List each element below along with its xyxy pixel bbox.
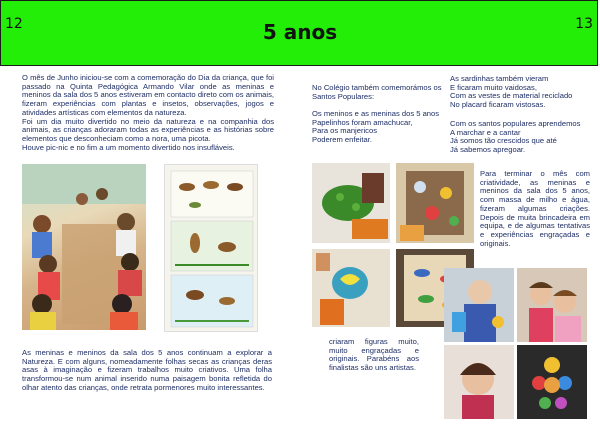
photo-children-picnic xyxy=(22,164,146,330)
poem-stanza-3: Com os santos populares aprendemos A marchar e a cantar Já somos tão crescidos que até Já sabemos apregoar. xyxy=(450,119,581,155)
nature-paragraph: As meninas e meninos da sala dos 5 anos continuam a explorar a Natureza. E com alguns, nomeadamente folhas secas as crianças deras asas à imaginação e fizeram trabalhos muito criativos. Uma folha transformou-se num animal inserido numa paisagem bonita refletida do olhar atento das crianças, onde retrata pormenores muito interessantes. xyxy=(22,348,272,392)
photo-creation-1 xyxy=(444,268,514,342)
page-number-left: 12 xyxy=(5,16,23,32)
intro-paragraph: O mês de Junho iniciou-se com a comemoração do Dia da criança, que foi passado na Quinta Pedagógica Armando Vilar onde as meninas e meninos da sala dos 5 anos estiveram em contacto direto com os animais, fizeram experiências com plantas e insetos, observações, jogos e atividades artísticas com elementos da natureza. Foi um dia muito divertido no meio da natureza e na companhia dos animais, as crianças adoraram todas as experiências e as histórias sobre elementos que desconheciam como a nora, uma picota. Houve pic-nic e no fim a um momento divertido nos insufláveis. xyxy=(22,73,274,152)
photo-creation-3 xyxy=(444,345,514,419)
figures-paragraph: criaram figuras muito, muito engraçadas e originais. Parabéns aos finalistas são uns artistas. xyxy=(329,337,419,373)
photo-creation-4 xyxy=(517,345,587,419)
santos-intro: No Colégio também comemorámos os Santos Populares: xyxy=(312,83,442,101)
poem-stanza-2: As sardinhas também vieram E ficaram muito vaidosas, Com as vestes de material reciclado No placard ficaram vistosas. xyxy=(450,74,573,110)
photo-sardinhas-1 xyxy=(312,249,390,327)
photo-leaf-artwork xyxy=(164,164,258,332)
page-number-right: 13 xyxy=(575,16,593,32)
poem-stanza-1: Os meninos e as meninas dos 5 anos Papelinhos foram amachucar, Para os manjericos Poderem enfeitar. xyxy=(312,109,440,145)
page-title: 5 anos xyxy=(262,20,338,44)
photo-creation-2 xyxy=(517,268,587,342)
photo-manjericos-2 xyxy=(396,163,474,243)
photo-manjericos-1 xyxy=(312,163,390,243)
end-month-paragraph: Para terminar o mês com criatividade, as meninas e meninos da sala dos 5 anos, com massa de milho e água, fizeram algumas criações. Depois de muita brincadeira em equipa, e de algumas tentativas e experiências engraçadas e originais. xyxy=(480,169,590,248)
